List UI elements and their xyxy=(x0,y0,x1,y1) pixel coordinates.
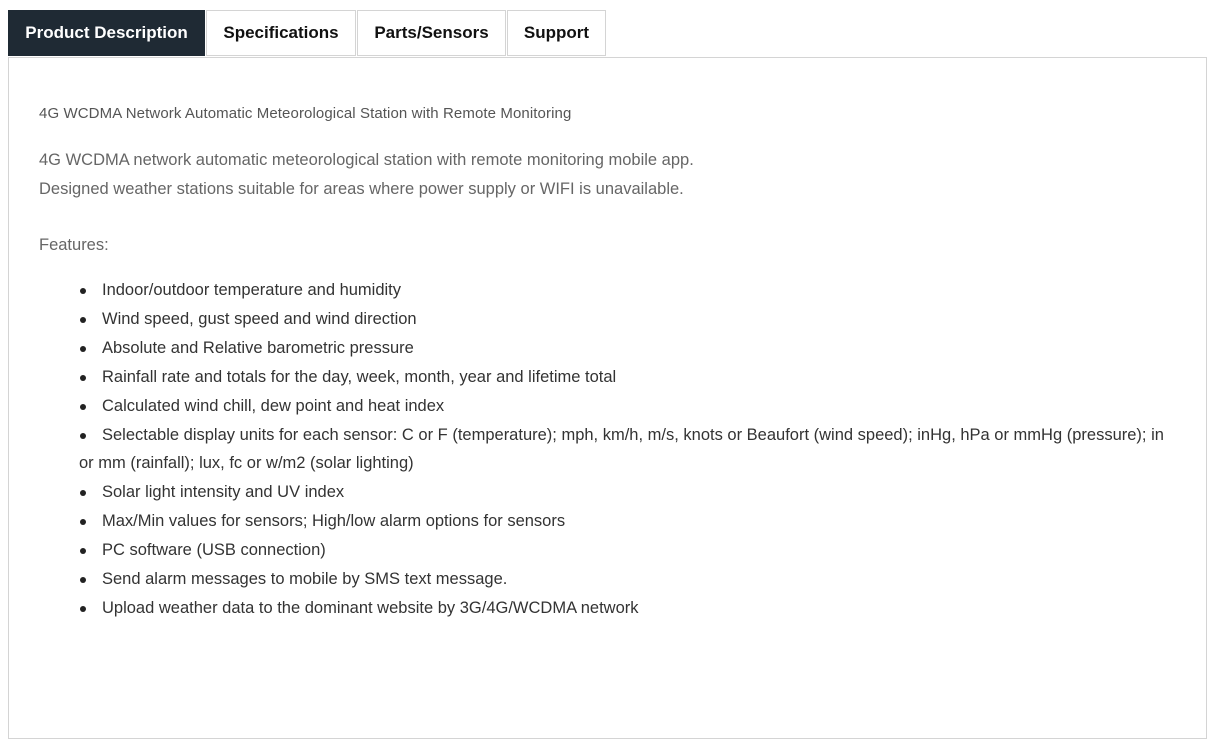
bullet-icon xyxy=(80,606,86,612)
bullet-icon xyxy=(80,375,86,381)
feature-text: Upload weather data to the dominant website by 3G/4G/WCDMA network xyxy=(102,598,639,617)
feature-item xyxy=(79,392,1179,421)
bullet-icon xyxy=(80,288,86,294)
tab-support[interactable]: Support xyxy=(507,10,606,56)
feature-text: Send alarm messages to mobile by SMS text message. xyxy=(102,570,508,589)
feature-item xyxy=(79,536,1179,565)
intro-line: Designed weather stations suitable for areas where power supply or WIFI is unavailable. xyxy=(39,180,684,198)
bullet-icon xyxy=(80,519,86,525)
feature-text: Calculated wind chill, dew point and heat index xyxy=(102,396,445,415)
bullet-icon xyxy=(80,317,86,323)
feature-text: Indoor/outdoor temperature and humidity xyxy=(102,281,402,299)
bullet-icon xyxy=(80,577,86,583)
features-heading: Features: xyxy=(39,236,109,254)
feature-item xyxy=(79,363,1179,392)
feature-text: Absolute and Relative barometric pressure xyxy=(102,338,414,357)
bullet-icon xyxy=(80,490,86,496)
feature-item xyxy=(79,478,1179,507)
feature-text: Solar light intensity and UV index xyxy=(102,483,345,502)
product-intro xyxy=(39,146,694,204)
feature-item xyxy=(79,565,1179,594)
tab-product-description[interactable]: Product Description xyxy=(8,10,205,56)
feature-text: PC software (USB connection) xyxy=(102,541,326,560)
bullet-icon xyxy=(80,346,86,352)
bullet-icon xyxy=(80,404,86,410)
feature-text: Rainfall rate and totals for the day, week, month, year and lifetime total xyxy=(102,367,617,386)
feature-item xyxy=(79,507,1179,536)
feature-text: Wind speed, gust speed and wind direction xyxy=(102,309,417,328)
product-title: 4G WCDMA Network Automatic Meteorological Station with Remote Monitoring xyxy=(39,105,572,122)
feature-item xyxy=(39,421,1179,479)
features-list xyxy=(79,276,1179,623)
feature-item xyxy=(79,594,1179,623)
feature-item xyxy=(79,305,1179,334)
tab-content-panel xyxy=(8,57,1207,739)
tab-specifications[interactable]: Specifications xyxy=(206,10,356,56)
feature-text: Selectable display units for each sensor: C or F (temperature); mph, km/h, m/s, knots or Beaufort (wind speed); inHg, hPa or mmHg (pressure); in or mm (rainfall); lux, fc or w/m2 (solar lighting) xyxy=(79,425,1164,473)
tab-parts-sensors[interactable]: Parts/Sensors xyxy=(357,10,506,56)
feature-item xyxy=(79,334,1179,363)
feature-text: Max/Min values for sensors; High/low alarm options for sensors xyxy=(102,512,566,531)
feature-item xyxy=(79,276,1179,305)
intro-line: 4G WCDMA network automatic meteorological station with remote monitoring mobile app. xyxy=(39,151,694,169)
tab-bar xyxy=(8,10,607,57)
bullet-icon xyxy=(80,433,86,439)
bullet-icon xyxy=(80,548,86,554)
